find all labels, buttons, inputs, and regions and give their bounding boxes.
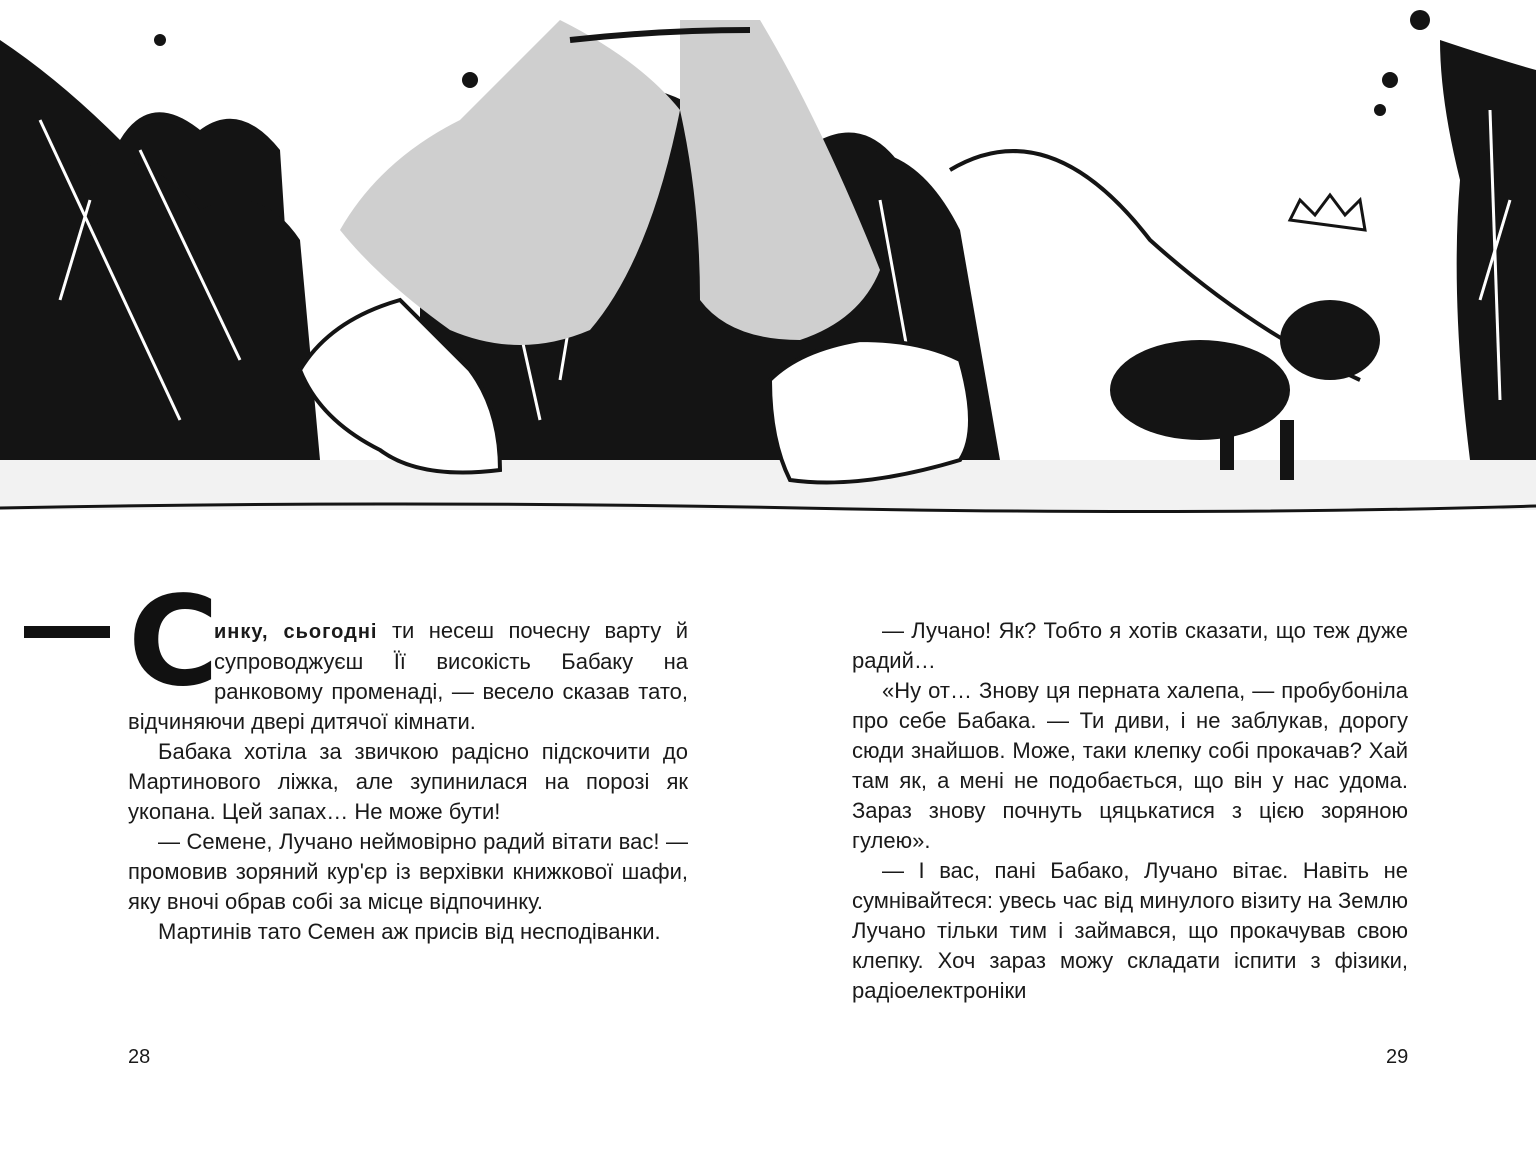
left-paragraph-4: Мартинів тато Семен аж присів від несподіванки. [158, 919, 661, 944]
right-paragraph-3: — І вас, пані Бабако, Лучано вітає. Навіть не сумнівайтеся: увесь час від минулого візиту на Землю Лучано тільки тим і займався, що прокачував свою клепку. Хоч зараз можу складати іспити з фізики, радіоелектроніки [852, 858, 1408, 1003]
p1-rest: ти несеш почесну варту й супроводжуєш Її високість Бабаку на ранковому променаді, — весело сказав тато, відчиняючи двері дитячої кімнати. [128, 618, 689, 734]
right-paragraph-2: «Ну от… Знову ця перната халепа, — пробубоніла про себе Бабака. — Ти диви, і не заблукав, дорогу сюди знайшов. Може, таки клепку собі прокачав? Хай там як, а мені не подобається, що він у нас удома. Зараз знову почнуть цяцькатися з цією зоряною гулею». [852, 678, 1408, 853]
book-illustration [0, 0, 1536, 540]
right-paragraph-1: — Лучано! Як? Тобто я хотів сказати, що теж дуже радий… [852, 618, 1408, 673]
right-bushes [1440, 40, 1536, 460]
left-paragraph-2: Бабака хотіла за звичкою радісно підскочити до Мартинового ліжка, але зупинилася на порозі як укопана. Цей запах… Не може бути! [128, 739, 688, 824]
lead-dash [24, 626, 110, 638]
page-number-left: 28 [128, 1046, 151, 1068]
first-words: инку, сьогодні [214, 621, 378, 643]
drop-cap-space [128, 570, 220, 714]
left-paragraph-3: — Семене, Лучано неймовірно радий вітати вас! — промовив зоряний кур'єр із верхівки книжкової шафи, яку вночі обрав собі за місце відпочинку. [128, 829, 688, 914]
drop-cap: С [128, 570, 220, 714]
right-column [852, 616, 1408, 1006]
left-bushes [0, 40, 320, 460]
page-number-right: 29 [1386, 1046, 1409, 1068]
child-legs [340, 20, 880, 345]
left-column [128, 570, 689, 947]
